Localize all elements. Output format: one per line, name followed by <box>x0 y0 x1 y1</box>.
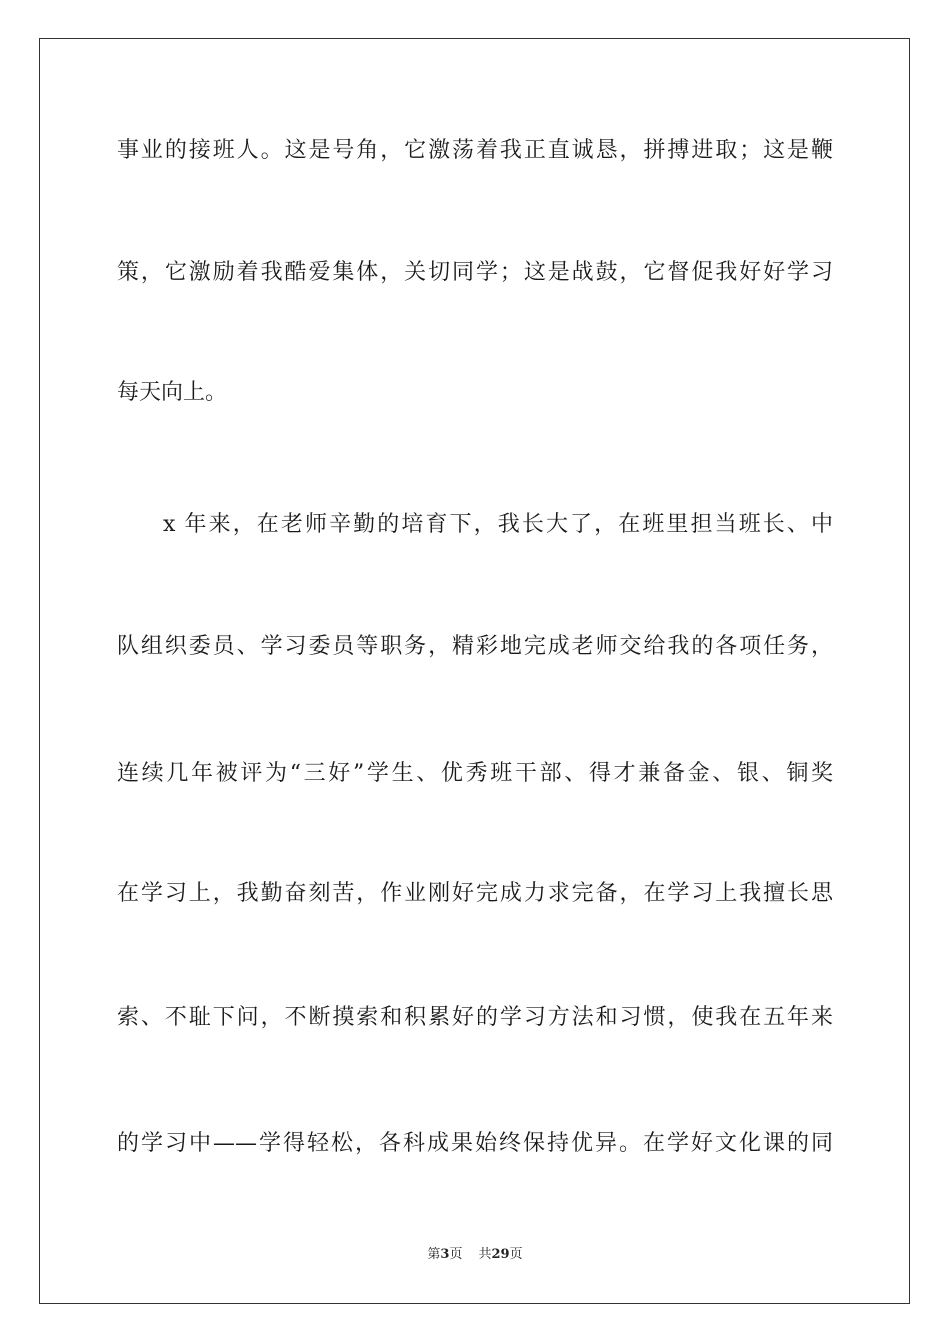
footer-page-suffix: 页 <box>449 1247 463 1262</box>
footer-total-pages: 29 <box>491 1247 510 1262</box>
text-line-7: 在学习上，我勤奋刻苦，作业刚好完成力求完备，在学习上我擅长思 <box>117 881 833 906</box>
page-border <box>39 38 910 1304</box>
text-line-5: 队组织委员、学习委员等职务，精彩地完成老师交给我的各项任务， <box>117 634 833 659</box>
text-line-6: 连续几年被评为“三好”学生、优秀班干部、得才兼备金、银、铜奖 <box>117 761 833 786</box>
footer-page-number: 3 <box>440 1247 450 1262</box>
text-line-1: 事业的接班人。这是号角，它激荡着我正直诚恳，拼搏进取；这是鞭 <box>117 138 833 163</box>
text-line-2: 策，它激励着我酷爱集体，关切同学；这是战鼓，它督促我好好学习 <box>117 260 833 285</box>
text-line-9: 的学习中——学得轻松，各科成果始终保持优异。在学好文化课的同 <box>117 1131 833 1156</box>
text-line-8: 索、不耻下问，不断摸索和积累好的学习方法和习惯，使我在五年来 <box>117 1005 833 1030</box>
footer-total-suffix: 页 <box>509 1247 523 1262</box>
footer-page-prefix: 第 <box>427 1247 441 1262</box>
text-line-3: 每天向上。 <box>117 380 228 405</box>
text-line-4: x 年来，在老师辛勤的培育下，我长大了，在班里担当班长、中 <box>163 512 833 537</box>
page-footer <box>0 1246 950 1264</box>
footer-total-prefix: 共 <box>478 1247 492 1262</box>
